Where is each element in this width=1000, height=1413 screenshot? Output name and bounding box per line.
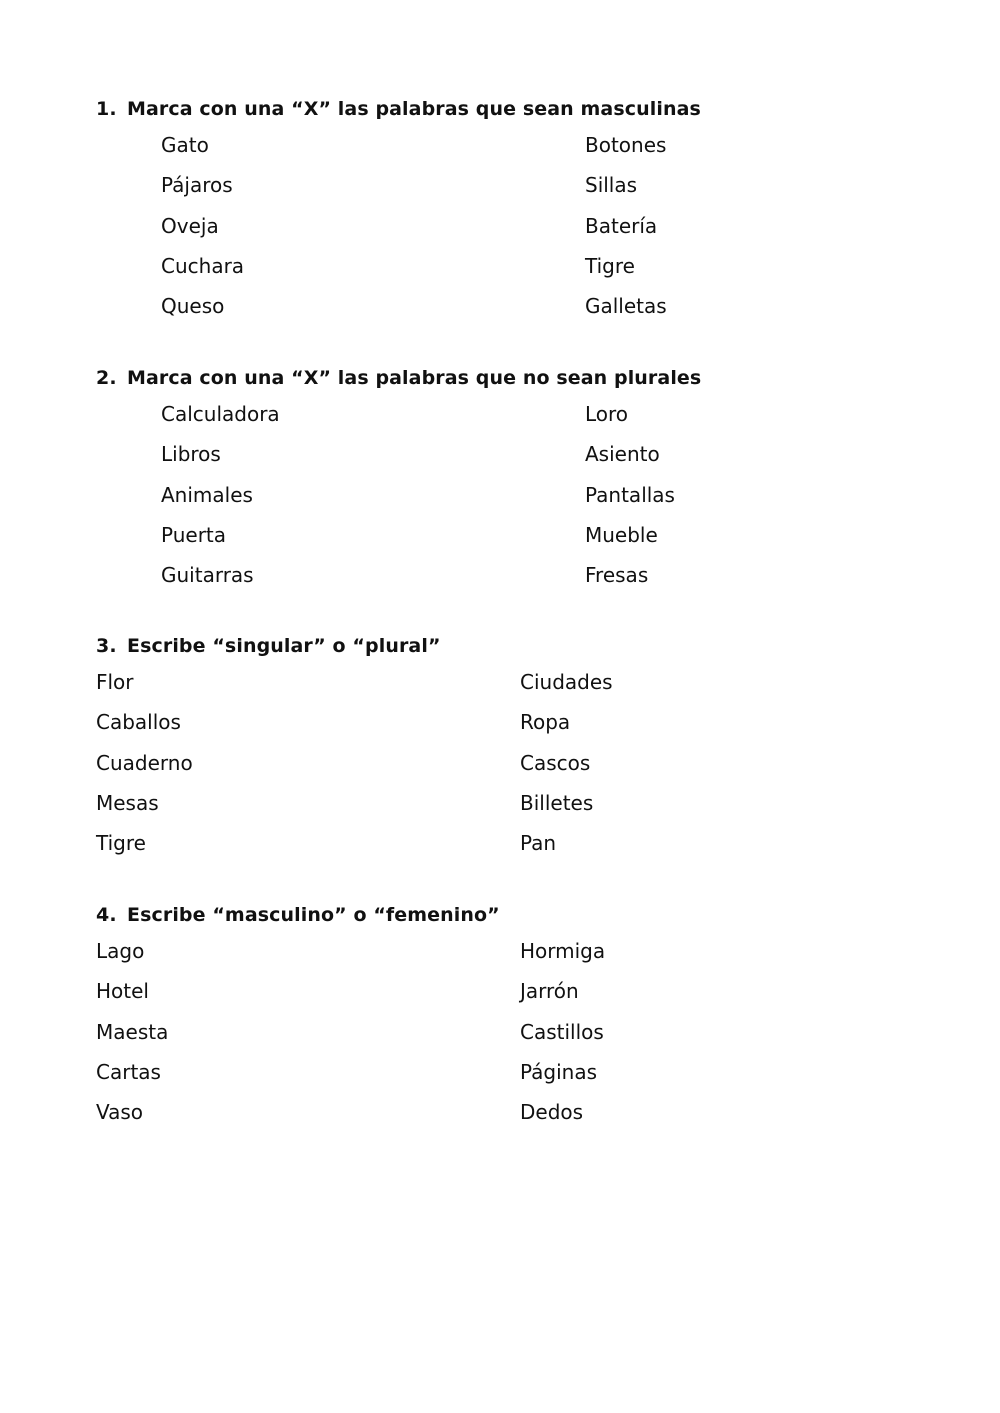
word-item: Mueble [585, 522, 658, 547]
word-row [96, 434, 916, 474]
word-row [96, 702, 916, 742]
exercise-instruction: Marca con una “X” las palabras que no sean plurales [127, 367, 702, 389]
word-item: Ropa [520, 710, 571, 735]
exercise-instruction: Escribe “singular” o “plural” [127, 635, 441, 657]
word-item: Calculadora [161, 402, 280, 426]
word-row [96, 475, 916, 515]
word-item: Cartas [96, 1059, 161, 1084]
word-item: Dedos [520, 1100, 584, 1125]
word-item: Caballos [96, 710, 181, 735]
word-list [96, 125, 916, 326]
word-row [96, 971, 916, 1011]
word-item: Jarrón [520, 979, 579, 1004]
word-item: Cascos [520, 750, 591, 775]
word-list [96, 394, 916, 595]
word-row [96, 662, 916, 702]
word-item: Cuchara [161, 253, 245, 278]
exercise-number: 1. [96, 98, 117, 120]
word-item: Vaso [96, 1100, 144, 1125]
exercise-2-heading [96, 366, 916, 390]
word-item: Mesas [96, 790, 159, 815]
word-item: Oveja [161, 213, 219, 238]
word-item: Lago [96, 939, 145, 963]
word-row [96, 1052, 916, 1092]
word-item: Hotel [96, 979, 149, 1004]
word-item: Fresas [585, 563, 649, 588]
word-row [96, 165, 916, 205]
word-row [96, 743, 916, 783]
word-item: Gato [161, 133, 209, 157]
word-row [96, 823, 916, 863]
word-item: Ciudades [520, 670, 613, 694]
exercise-4-heading [96, 903, 916, 927]
word-item: Pan [520, 831, 557, 856]
exercise-3-heading [96, 634, 916, 658]
word-item: Pantallas [585, 482, 675, 507]
word-item: Asiento [585, 442, 660, 467]
exercise-1-heading [96, 97, 916, 121]
word-item: Guitarras [161, 563, 254, 588]
word-row [96, 1092, 916, 1132]
word-item: Libros [161, 442, 221, 467]
word-item: Páginas [520, 1059, 598, 1084]
exercise-number: 4. [96, 904, 117, 926]
exercise-instruction: Marca con una “X” las palabras que sean masculinas [127, 98, 701, 120]
word-row [96, 125, 916, 165]
word-item: Animales [161, 482, 253, 507]
exercise-instruction: Escribe “masculino” o “femenino” [127, 904, 500, 926]
word-item: Sillas [585, 173, 638, 198]
exercise-1 [96, 97, 916, 326]
word-row [96, 931, 916, 971]
word-item: Loro [585, 402, 629, 426]
exercise-3 [96, 634, 916, 863]
word-item: Castillos [520, 1019, 604, 1044]
word-item: Queso [161, 294, 225, 319]
exercise-2 [96, 366, 916, 595]
word-list [96, 662, 916, 863]
word-item: Billetes [520, 790, 594, 815]
exercise-number: 2. [96, 367, 117, 389]
word-item: Batería [585, 213, 658, 238]
word-row [96, 246, 916, 286]
word-row [96, 783, 916, 823]
word-item: Maesta [96, 1019, 169, 1044]
word-list [96, 931, 916, 1132]
exercise-4 [96, 903, 916, 1132]
word-item: Flor [96, 670, 134, 694]
word-item: Hormiga [520, 939, 606, 963]
word-item: Cuaderno [96, 750, 193, 775]
word-row [96, 555, 916, 595]
word-row [96, 515, 916, 555]
word-row [96, 1012, 916, 1052]
word-item: Tigre [96, 831, 146, 856]
word-item: Pájaros [161, 173, 233, 198]
exercise-number: 3. [96, 635, 117, 657]
word-item: Puerta [161, 522, 227, 547]
word-item: Tigre [585, 253, 635, 278]
word-item: Botones [585, 133, 667, 157]
word-item: Galletas [585, 294, 667, 319]
word-row [96, 394, 916, 434]
word-row [96, 286, 916, 326]
word-row [96, 206, 916, 246]
